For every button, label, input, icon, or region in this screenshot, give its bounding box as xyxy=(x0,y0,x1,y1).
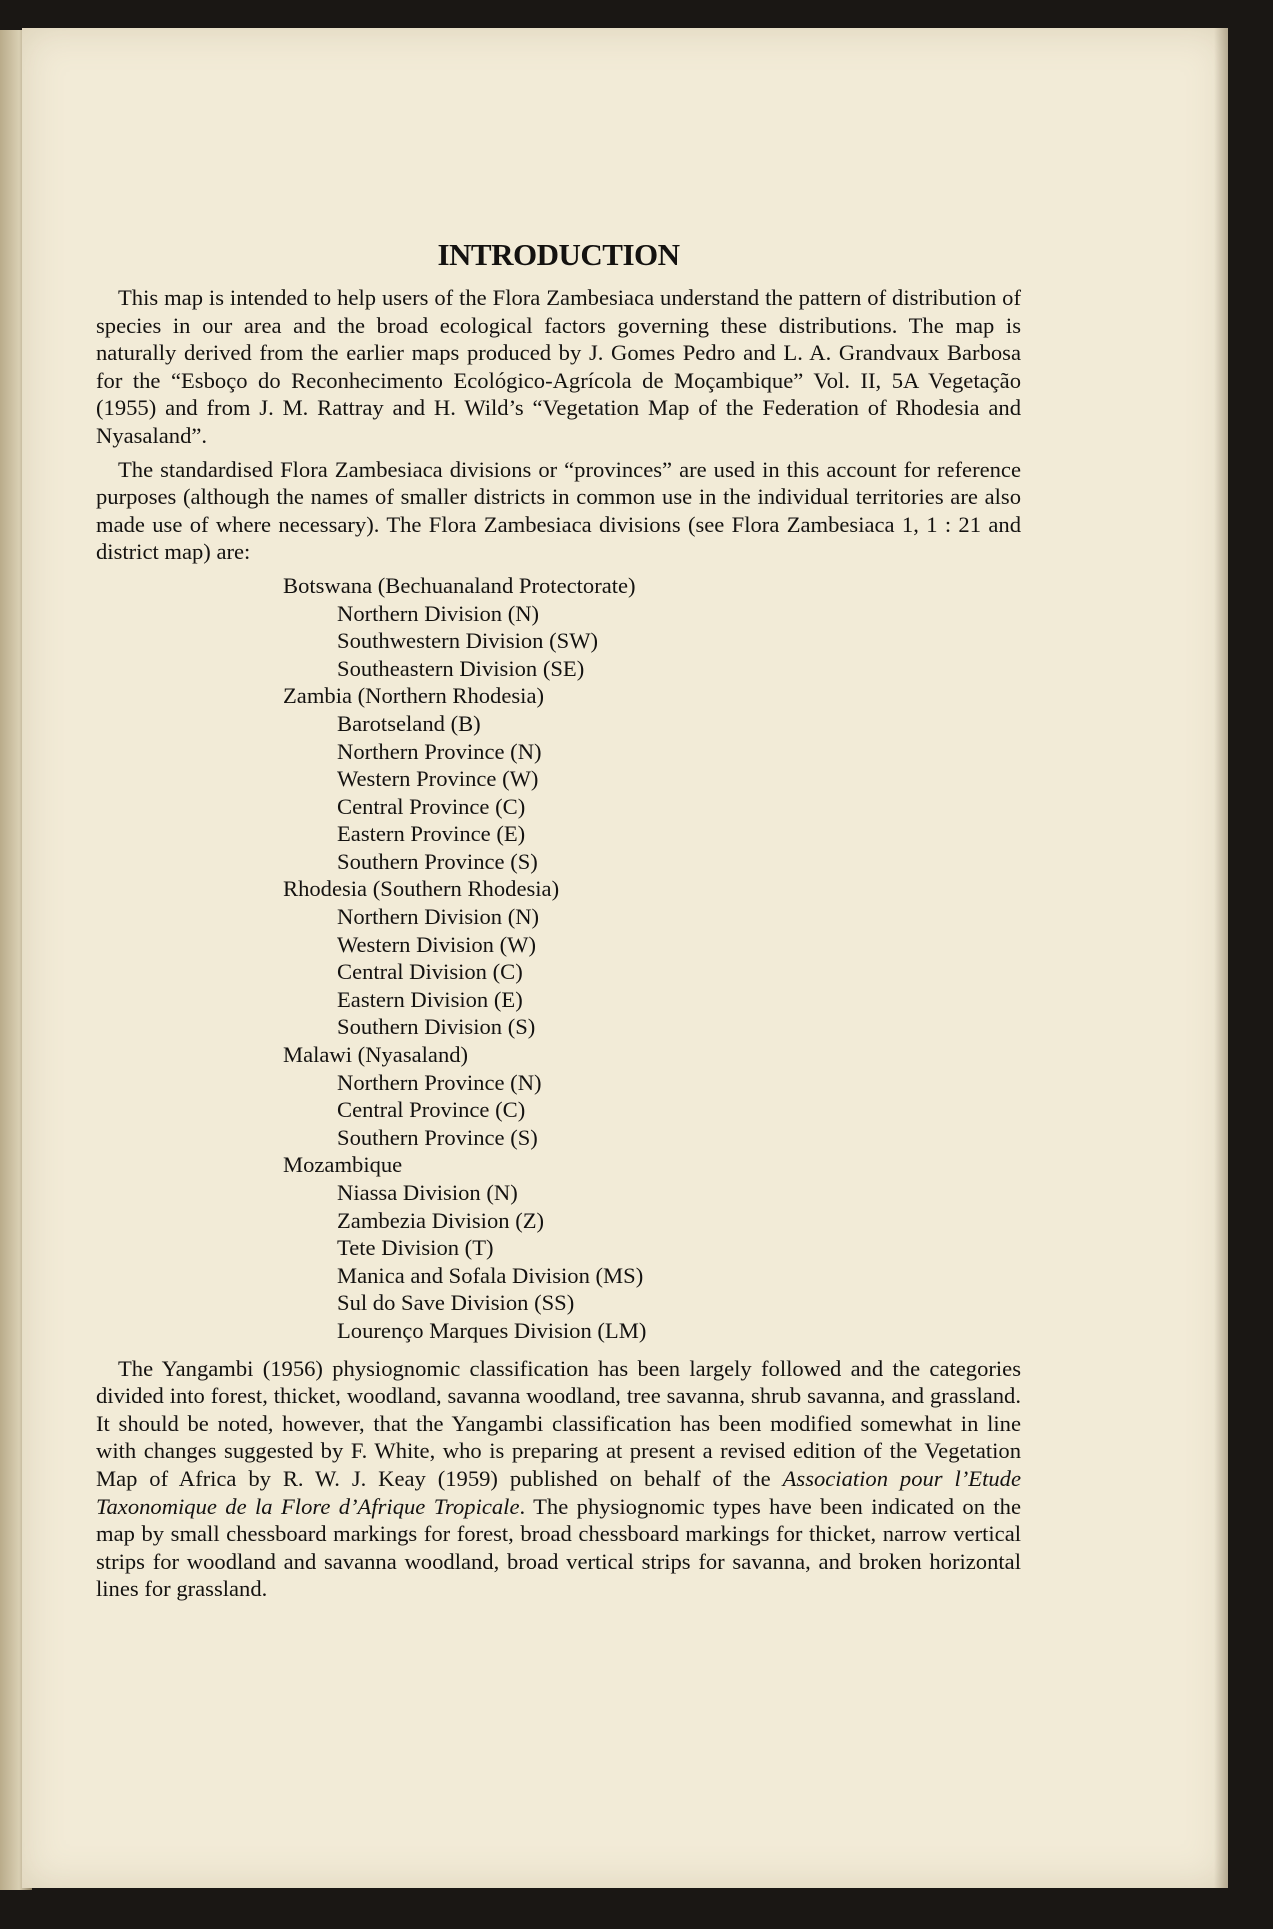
country-group xyxy=(283,1151,1021,1344)
division-item: Zambezia Division (Z) xyxy=(337,1207,545,1233)
country-group xyxy=(283,682,1021,875)
classification-text-part2: . The physiognomic types have been indicated on the map by small chessboard markings for forest, broad chessboard markings for thicket, narrow vertical strips for woodland and savanna woodland, broad vertical strips for savanna, and broken horizontal lines for grassland. xyxy=(96,1493,1021,1602)
division-item: Central Division (C) xyxy=(337,959,523,985)
division-item: Sul do Save Division (SS) xyxy=(337,1290,575,1316)
division-item: Western Province (W) xyxy=(337,766,539,792)
division-item: Tete Division (T) xyxy=(337,1235,494,1261)
country-group xyxy=(283,572,1021,682)
classification-text-part1: The Yangambi (1956) physiognomic classification has been largely followed and the categories divided into forest, thicket, woodland, savanna woodland, tree savanna, shrub savanna, and grassland. It should be noted, however, that the Yangambi classification has been modified somewhat in line with changes suggested by F. White, who is preparing at present a revised edition of the Vegetation Map of Africa by R. W. J. Keay (1959) published on behalf of the xyxy=(96,1355,1021,1491)
division-item: Eastern Province (E) xyxy=(337,821,526,847)
country-group xyxy=(283,1041,1021,1151)
division-item: Southern Province (S) xyxy=(337,848,538,874)
classification-paragraph xyxy=(96,1355,1021,1603)
country-name: Mozambique xyxy=(283,1152,403,1178)
page-title: INTRODUCTION xyxy=(437,237,680,272)
division-item: Western Division (W) xyxy=(337,931,536,957)
division-item: Manica and Sofala Division (MS) xyxy=(337,1262,644,1288)
country-name: Zambia (Northern Rhodesia) xyxy=(283,683,544,709)
association-name: Association pour l’Etude Taxonomique de la Flore d’Afrique Tropicale xyxy=(96,1465,1021,1519)
country-name: Rhodesia (Southern Rhodesia) xyxy=(283,876,560,902)
country-name: Botswana (Bechuanaland Protectorate) xyxy=(283,572,636,598)
page-shadow-edge xyxy=(1214,28,1228,1888)
division-item: Northern Province (N) xyxy=(337,1069,542,1095)
division-item: Niassa Division (N) xyxy=(337,1180,518,1205)
division-item: Southern Division (S) xyxy=(337,1014,536,1040)
intro-paragraph: This map is intended to help users of the Flora Zambesiaca understand the pattern of distribution of species in our area and the broad ecological factors governing these distributions. The map is naturally derived from the earlier maps produced by J. Gomes Pedro and L. A. Grandvaux Barbosa for the “Esboço do Reconhecimento Ecológico-Agrícola de Moçambique” Vol. II, 5A Vegetação (1955) and from J. M. Rattray and H. Wild’s “Vegetation Map of the Federation of Rhodesia and Nyasaland”. xyxy=(96,285,1021,448)
division-item: Central Province (C) xyxy=(337,793,526,819)
divisions-list xyxy=(96,572,1021,1345)
division-item: Northern Division (N) xyxy=(337,904,540,930)
division-item: Barotseland (B) xyxy=(337,710,481,736)
text-block xyxy=(96,238,1021,1609)
division-item: Northern Division (N) xyxy=(337,600,540,626)
division-item: Central Province (C) xyxy=(337,1097,526,1123)
country-name: Malawi (Nyasaland) xyxy=(283,1042,469,1068)
division-item: Lourenço Marques Division (LM) xyxy=(337,1317,647,1343)
division-item: Southeastern Division (SE) xyxy=(337,655,585,681)
country-group xyxy=(283,875,1021,1041)
division-item: Northern Province (N) xyxy=(337,738,542,764)
division-item: Southwestern Division (SW) xyxy=(337,628,599,654)
division-item: Southern Province (S) xyxy=(337,1124,538,1150)
division-item: Eastern Division (E) xyxy=(337,986,523,1012)
divisions-paragraph: The standardised Flora Zambesiaca divisions or “provinces” are used in this account for reference purposes (although the names of smaller districts in common use in the individual territories are also made use of where necessary). The Flora Zambesiaca divisions (see Flora Zambesiaca 1, 1 : 21 and district map) are: xyxy=(96,456,1021,565)
